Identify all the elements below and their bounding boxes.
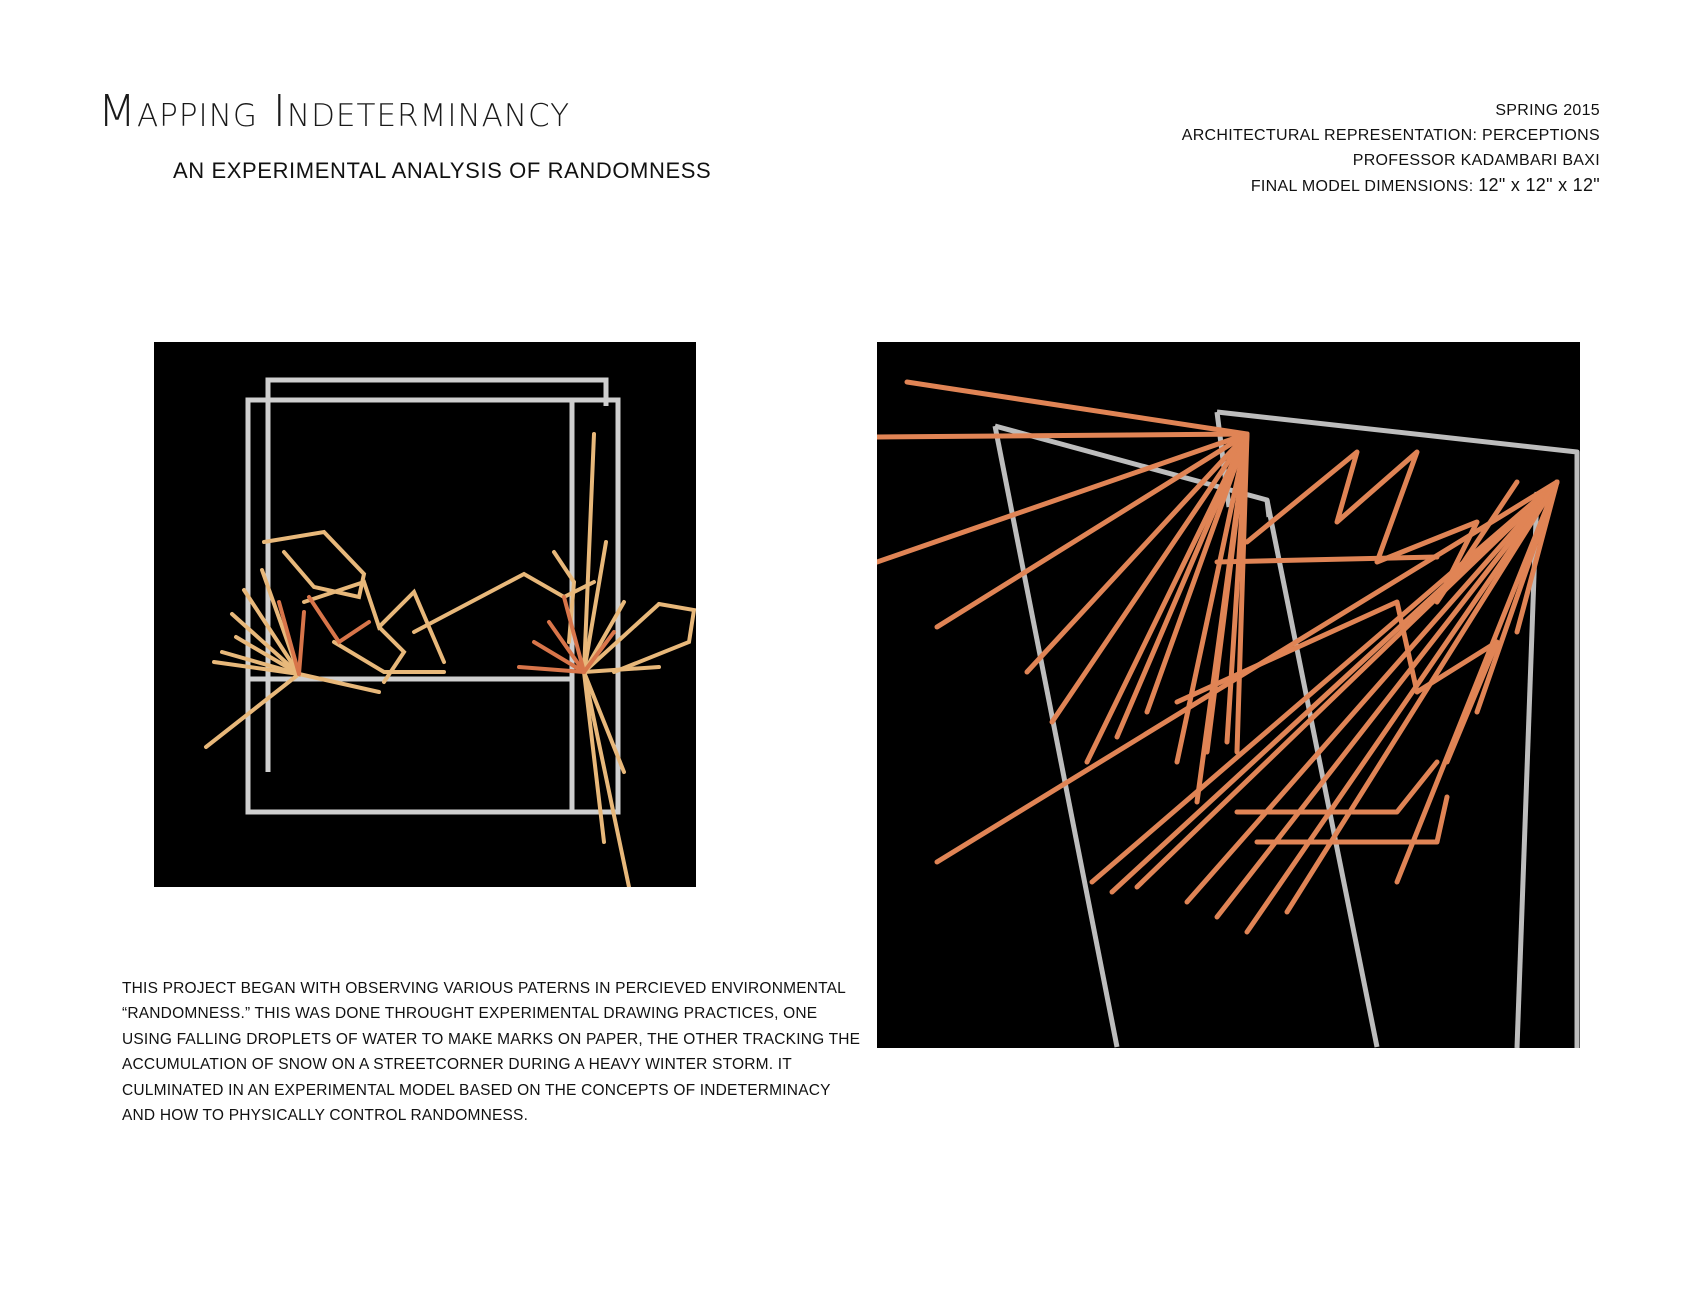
professor-label: PROFESSOR KADAMBARI BAXI	[1352, 152, 1600, 169]
page-subtitle: AN EXPERIMENTAL ANALYSIS OF RANDOMNESS	[173, 158, 712, 183]
semester-label: SPRING 2015	[1495, 102, 1600, 119]
model-perspective-illustration	[877, 342, 1580, 1048]
page-title: Mapping Indeterminancy	[98, 86, 571, 137]
dimensions-value: 12" x 12" x 12"	[1478, 175, 1600, 195]
project-description: THIS PROJECT BEGAN WITH OBSERVING VARIOUS PATERNS IN PERCIEVED ENVIRONMENTAL “RANDOMNESS.” THIS WAS DONE THROUGHT EXPERIMENTAL DRAWING PRACTICES, ONE USING FALLING DROPLETS OF WATER TO MAKE MARKS ON PAPER, THE OTHER TRACKING THE ACCUMULATION OF SNOW ON A STREETCORNER DURING A HEAVY WINTER STORM. IT CULMINATED IN AN EXPERIMENTAL MODEL BASED ON THE CONCEPTS OF INDETERMINACY AND HOW TO PHYSICALLY CONTROL RANDOMNESS.	[122, 980, 861, 1125]
dimensions-label: FINAL MODEL DIMENSIONS:	[1250, 178, 1474, 195]
dimensions-line	[1182, 173, 1600, 199]
model-perspective-photo	[877, 342, 1580, 1048]
project-meta	[1182, 98, 1600, 199]
course-label: ARCHITECTURAL REPRESENTATION: PERCEPTIONS	[1181, 127, 1600, 144]
model-front-photo	[154, 342, 696, 887]
model-front-illustration	[154, 342, 696, 887]
